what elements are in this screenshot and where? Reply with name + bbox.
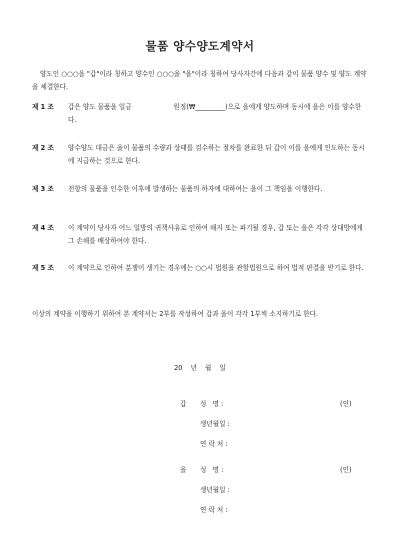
article-4 <box>32 222 368 248</box>
party-b-label: 을 <box>180 466 187 474</box>
party-b-seal: (인) <box>340 466 352 474</box>
party-b-contact-label: 연 락 처 : <box>200 506 228 514</box>
closing-paragraph: 이상의 계약을 이행하기 위하여 본 계약서는 2부를 작성하여 갑과 을이 각각 1부씩 소지하기로 한다. <box>32 310 319 318</box>
intro-paragraph: 양도인 ○○○을 "갑"이라 칭하고 양수인 ○○○을 "을"이라 칭하여 당사자간에 다음과 같이 물품 양수 및 양도 계약을 체결한다. <box>32 70 367 91</box>
article-1-text: 갑은 양도 물품을 일금 원정(₩_________)으로 을에게 양도하며 동시에 을은 이를 양수한다. <box>68 103 362 124</box>
article-5-label: 제 5 조 <box>32 264 54 272</box>
party-a-birth-label: 생년월일 : <box>200 420 230 428</box>
article-2-label: 제 2 조 <box>32 144 54 152</box>
article-5 <box>32 262 368 275</box>
article-1-label: 제 1 조 <box>32 103 54 111</box>
article-1 <box>32 101 368 127</box>
document-title: 물품 양수양도계약서 <box>145 39 255 53</box>
article-3-text: 전항의 물품을 인수한 이후에 발생하는 물품의 하자에 대하여는 을이 그 책임을 이행한다. <box>68 185 323 193</box>
party-a-label: 갑 <box>180 400 187 408</box>
article-2 <box>32 142 368 168</box>
party-a-contact-label: 연 락 처 : <box>200 440 228 448</box>
article-2-text: 양수양도 대금은 을이 물품의 수량과 상태를 검수하는 절차를 완료한 뒤 갑이 이를 을에게 인도하는 동시에 지급하는 것으로 한다. <box>68 144 365 165</box>
article-4-text: 이 계약이 당사자 어느 일방의 귀책사유로 인하여 해지 또는 파기될 경우, 갑 또는 을은 각각 상대방에게 그 손해를 배상하여야 한다. <box>68 224 363 245</box>
party-a-name-label: 성 명 : <box>200 400 224 408</box>
article-4-label: 제 4 조 <box>32 224 54 232</box>
article-3-label: 제 3 조 <box>32 185 54 193</box>
contract-date: 20 년 월 일 <box>174 364 226 372</box>
article-3 <box>32 183 368 196</box>
party-a-seal: (인) <box>340 400 352 408</box>
article-5-text: 이 계약으로 인하여 분쟁이 생기는 경우에는 ○○시 법원을 관할법원으로 하여 법적 판결을 받기로 한다. <box>68 264 364 272</box>
party-b-name-label: 성 명 : <box>200 466 224 474</box>
party-b-birth-label: 생년월일 : <box>200 486 230 494</box>
